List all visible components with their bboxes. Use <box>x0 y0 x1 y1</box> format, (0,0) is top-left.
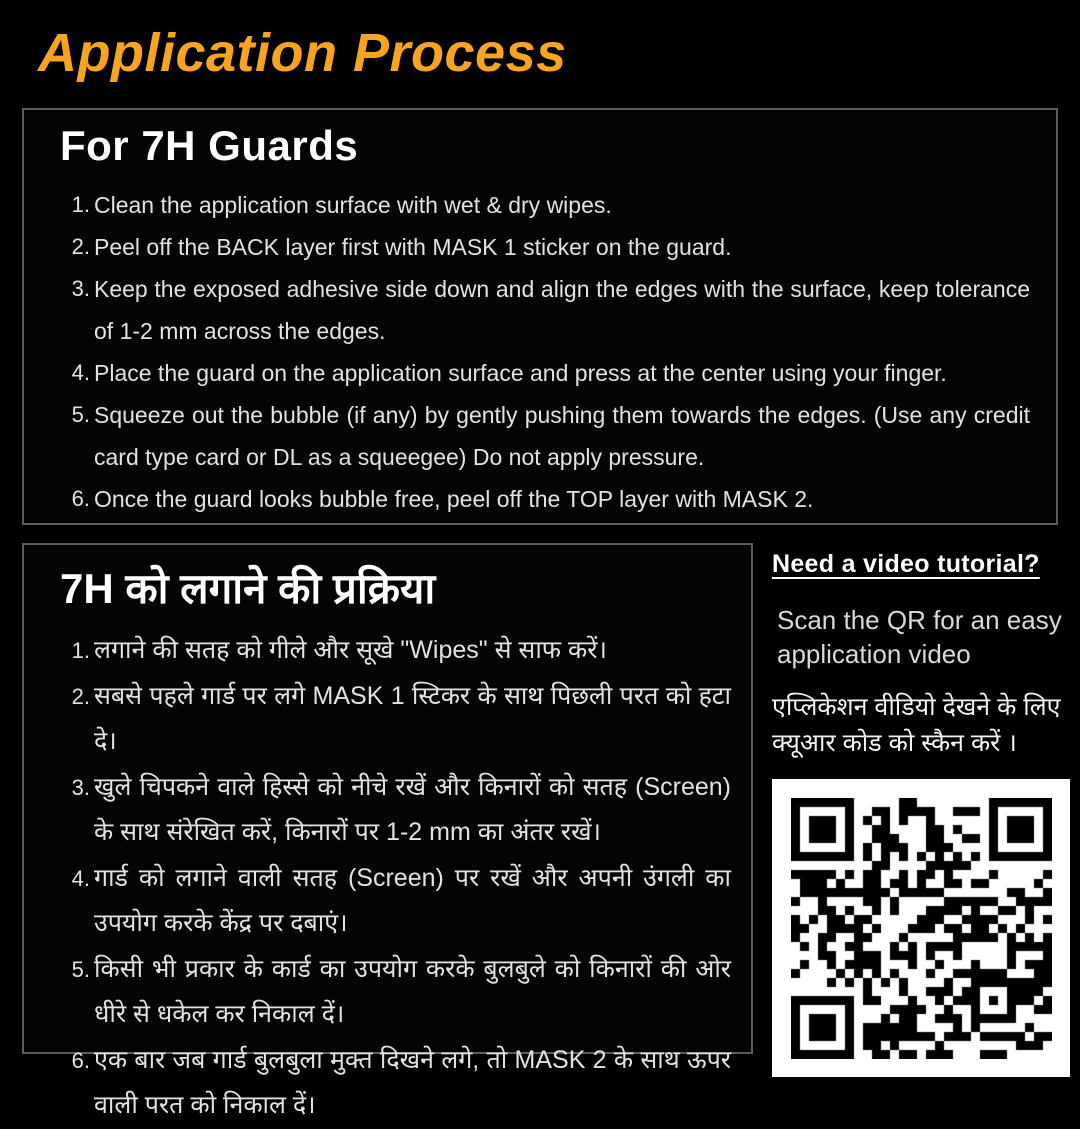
english-instructions-box <box>22 108 1058 525</box>
list-item: Once the guard looks bubble free, peel off the TOP layer with MASK 2. <box>94 486 814 512</box>
video-tutorial-heading: Need a video tutorial? <box>772 550 1040 578</box>
page-title: Application Process <box>38 23 567 83</box>
video-tutorial-panel <box>772 550 1070 1077</box>
list-item: खुले चिपकने वाले हिस्से को नीचे रखें और किनारों को सतह (Screen) के साथ संरेखित करें, किनारों पर 1-2 mm का अंतर रखें। <box>94 772 731 846</box>
english-steps-list <box>60 184 1030 520</box>
qr-code-container <box>772 779 1070 1077</box>
english-heading: For 7H Guards <box>60 122 359 169</box>
list-item: किसी भी प्रकार के कार्ड का उपयोग करके बुलबुले को किनारों की ओर धीरे से धकेल कर निकाल दें। <box>94 954 731 1028</box>
list-item: लगाने की सतह को गीले और सूखे "Wipes" से साफ करें। <box>94 636 607 664</box>
hindi-instructions-box <box>22 543 753 1119</box>
list-item: गार्ड को लगाने वाली सतह (Screen) पर रखें और अपनी उंगली का उपयोग करके केंद्र पर दबाएं। <box>94 863 731 937</box>
list-item: सबसे पहले गार्ड पर लगे MASK 1 स्टिकर के साथ पिछली परत को हटा दे। <box>94 681 731 755</box>
scan-qr-text-hindi: एप्लिकेशन वीडियो देखने के लिए क्यूआर कोड को स्कैन करें । <box>772 693 1061 757</box>
list-item: Keep the exposed adhesive side down and align the edges with the surface, keep tolerance of 1-2 mm across the edges. <box>94 276 1030 344</box>
scan-qr-text-english: Scan the QR for an easy application video <box>777 605 1062 669</box>
list-item: एक बार जब गार्ड बुलबुला मुक्त दिखने लगे, तो MASK 2 के साथ ऊपर वाली परत को निकाल दें। <box>94 1045 731 1119</box>
list-item: Clean the application surface with wet & dry wipes. <box>94 192 612 218</box>
hindi-heading: 7H को लगाने की प्रक्रिया <box>60 565 436 612</box>
hindi-steps-list <box>60 628 731 1129</box>
list-item: Squeeze out the bubble (if any) by gently pushing them towards the edges. (Use any credit card type card or DL as a squeegee) Do not apply pressure. <box>94 402 1030 470</box>
list-item: Place the guard on the application surface and press at the center using your finger. <box>94 360 947 386</box>
qr-code <box>791 798 1052 1059</box>
list-item: Peel off the BACK layer first with MASK 1 sticker on the guard. <box>94 234 732 260</box>
